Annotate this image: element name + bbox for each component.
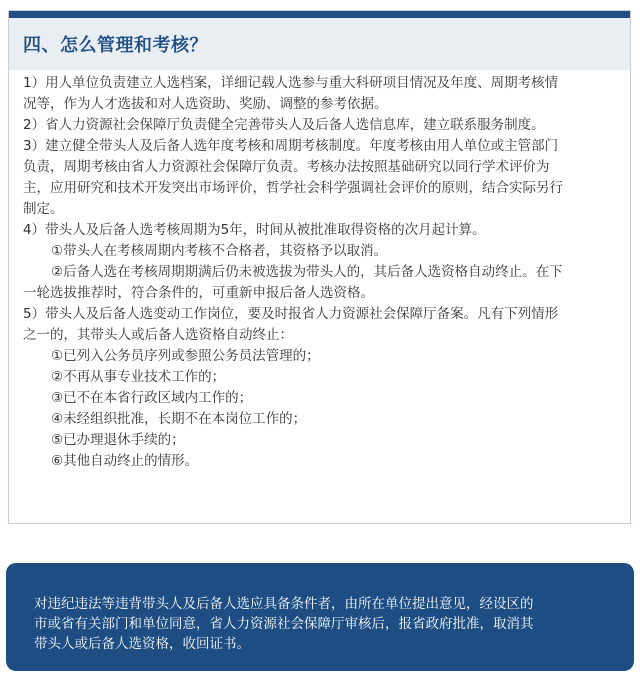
note-line: 对违纪违法等违背带头人及后备人选应具备条件者，由所在单位提出意见，经设区的 [34, 596, 534, 612]
body-line: 一轮选拔推荐时，符合条件的，可重新申报后备人选资格。 [23, 285, 374, 301]
body-line: ②不再从事专业技术工作的； [51, 369, 226, 385]
revocation-note-box [6, 563, 634, 671]
section-title: 四、怎么管理和考核？ [23, 35, 208, 56]
body-line: ①已列入公务员序列或参照公务员法管理的； [51, 348, 320, 364]
body-line: 制定。 [23, 201, 64, 217]
management-section-card [8, 10, 631, 524]
body-line: 况等，作为人才选拔和对人选资助、奖励、调整的参考依据。 [23, 96, 388, 112]
body-line: 3）建立健全带头人及后备人选年度考核和周期考核制度。年度考核由用人单位或主管部门 [23, 138, 559, 154]
body-line: 2）省人力资源社会保障厅负责健全完善带头人及后备人选信息库，建立联系服务制度。 [23, 117, 545, 133]
card-accent-bar [9, 11, 630, 18]
body-line: ③已不在本省行政区域内工作的； [51, 390, 253, 406]
section-header [9, 18, 630, 70]
body-line: 5）带头人及后备人选变动工作岗位，要及时报省人力资源社会保障厅备案。凡有下列情形 [23, 306, 559, 322]
body-line: ②后备人选在考核周期期满后仍未被选拔为带头人的，其后备人选资格自动终止。在下 [51, 264, 563, 280]
body-line: 1）用人单位负责建立人选档案，详细记载人选参与重大科研项目情况及年度、周期考核情 [23, 75, 559, 91]
body-line: ⑤已办理退休手续的； [51, 432, 185, 448]
body-line: 之一的，其带头人或后备人选资格自动终止： [23, 327, 293, 343]
body-line: ①带头人在考核周期内考核不合格者，其资格予以取消。 [51, 243, 388, 259]
note-line: 市或省有关部门和单位同意，省人力资源社会保障厅审核后，报省政府批准，取消其 [34, 616, 534, 632]
body-line: 负责，周期考核由省人力资源社会保障厅负责。考核办法按照基础研究以同行学术评价为 [23, 159, 550, 175]
note-text [34, 594, 614, 654]
body-line: 主，应用研究和技术开发突出市场评价，哲学社会科学强调社会评价的原则，结合实际另行 [23, 180, 563, 196]
body-line: ④未经组织批准，长期不在本岗位工作的； [51, 411, 307, 427]
body-line: 4）带头人及后备人选考核周期为5年，时间从被批准取得资格的次月起计算。 [23, 222, 486, 238]
note-line: 带头人或后备人选资格，收回证书。 [34, 636, 250, 652]
body-line: ⑥其他自动终止的情形。 [51, 453, 199, 469]
section-body [23, 73, 619, 472]
